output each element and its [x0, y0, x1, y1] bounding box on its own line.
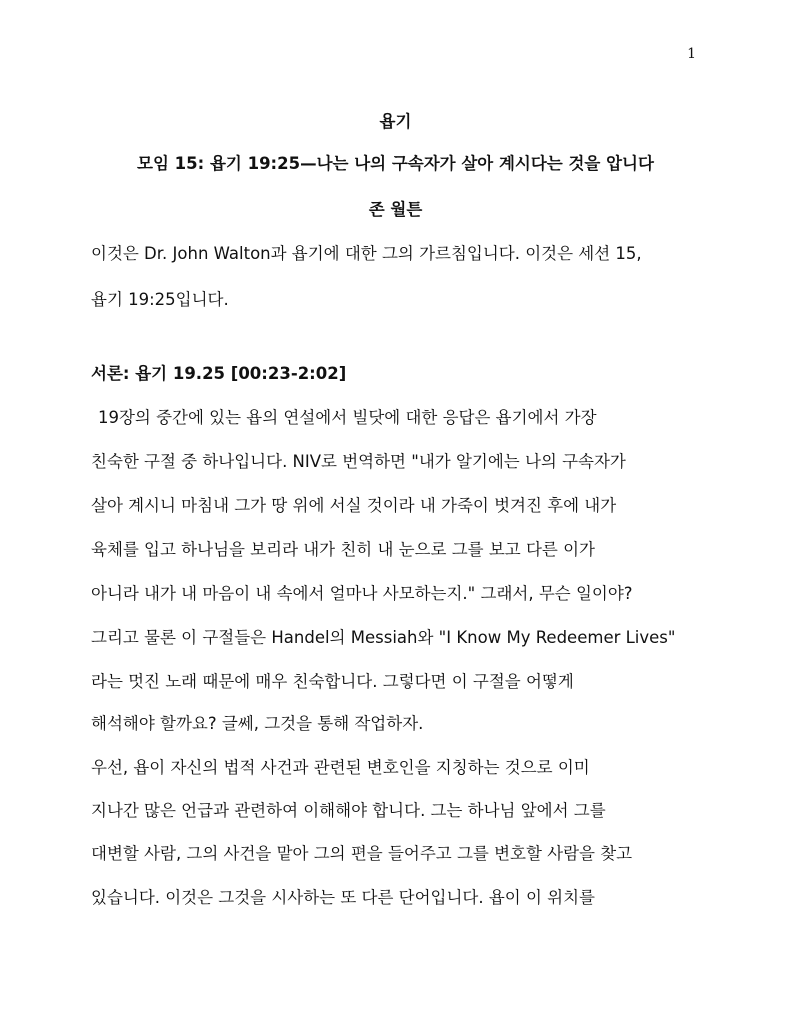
body-line-3: 살아 계시니 마침내 그가 땅 위에 서실 것이라 내 가죽이 벗겨진 후에 내가 — [91, 496, 617, 515]
intro-line-2: 욥기 19:25입니다. — [91, 290, 229, 309]
body-line-6: 그리고 물론 이 구절들은 Handel의 Messiah와 "I Know My Redeemer Lives" — [91, 628, 676, 647]
body-line-9: 우선, 욥이 자신의 법적 사건과 관련된 변호인을 지칭하는 것으로 이미 — [91, 758, 590, 777]
body-line-5: 아니라 내가 내 마음이 내 속에서 얼마나 사모하는지." 그래서, 무슨 일이야? — [91, 584, 633, 603]
section-heading: 서론: 욥기 19.25 [00:23-2:02] — [91, 364, 347, 383]
body-line-11: 대변할 사람, 그의 사건을 맡아 그의 편을 들어주고 그를 변호할 사람을 찾고 — [91, 844, 633, 863]
body-line-1: 19장의 중간에 있는 욥의 연설에서 빌닷에 대한 응답은 욥기에서 가장 — [98, 408, 597, 427]
body-line-7: 라는 멋진 노래 때문에 매우 친숙합니다. 그렇다면 이 구절을 어떻게 — [91, 672, 574, 691]
document-title: 욥기 — [379, 112, 412, 131]
page-number: 1 — [687, 46, 696, 62]
body-line-12: 있습니다. 이것은 그것을 시사하는 또 다른 단어입니다. 욥이 이 위치를 — [91, 888, 595, 907]
intro-line-1: 이것은 Dr. John Walton과 욥기에 대한 그의 가르침입니다. 이것은 세션 15, — [91, 244, 642, 263]
body-line-4: 육체를 입고 하나님을 보리라 내가 친히 내 눈으로 그를 보고 다른 이가 — [91, 540, 595, 559]
body-line-8: 해석해야 할까요? 글쎄, 그것을 통해 작업하자. — [91, 714, 424, 733]
body-line-2: 친숙한 구절 중 하나입니다. NIV로 번역하면 "내가 알기에는 나의 구속자가 — [91, 452, 626, 471]
document-subtitle: 모임 15: 욥기 19:25—나는 나의 구속자가 살아 계시다는 것을 압니다 — [137, 154, 654, 173]
document-author: 존 월튼 — [368, 200, 423, 219]
body-line-10: 지나간 많은 언급과 관련하여 이해해야 합니다. 그는 하나님 앞에서 그를 — [91, 801, 606, 820]
